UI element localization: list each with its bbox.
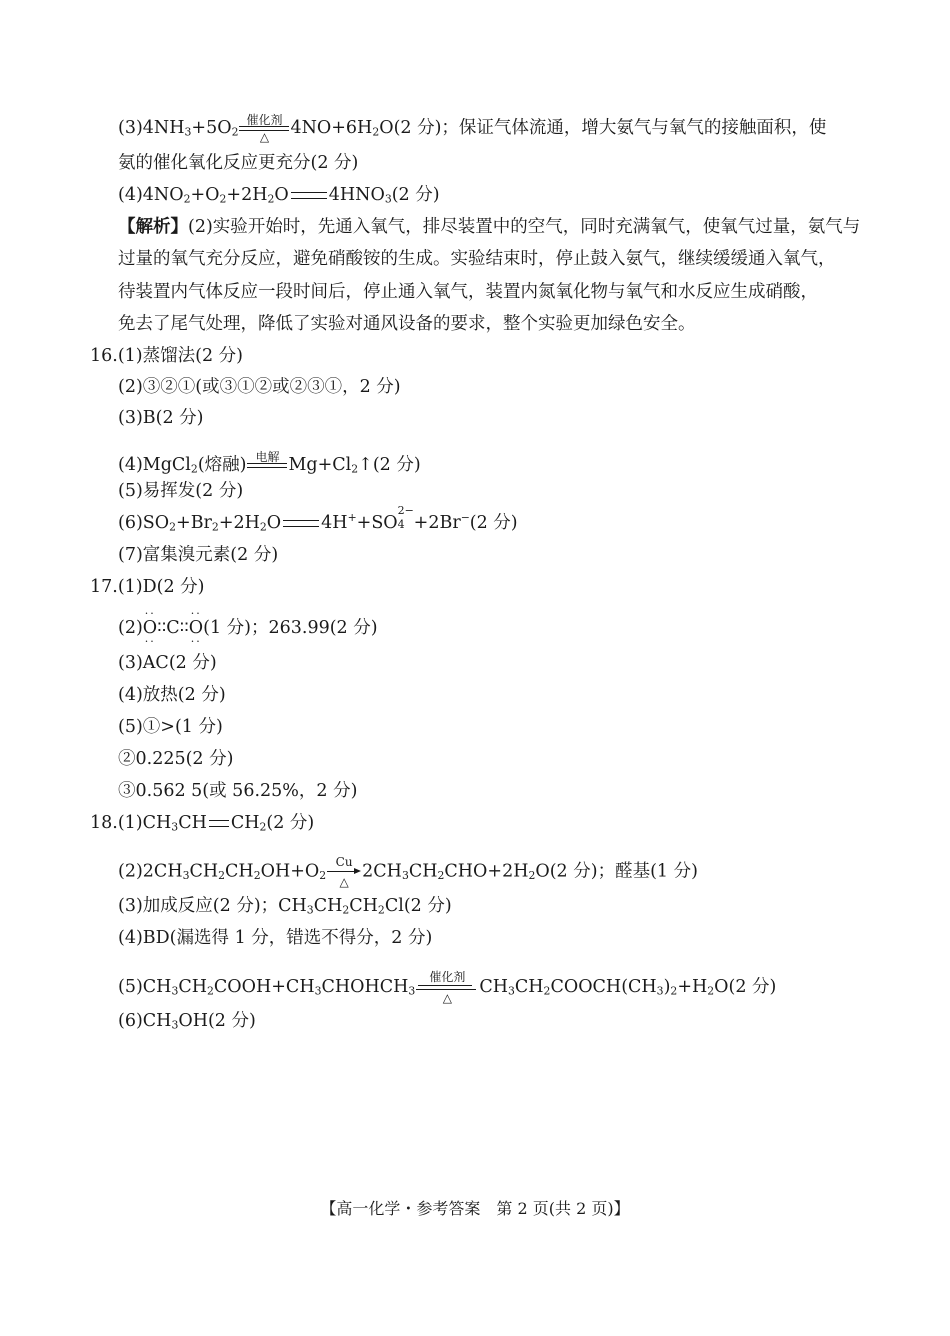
condition-electrolysis: 电解 bbox=[255, 450, 280, 464]
text: CH bbox=[230, 813, 260, 833]
text: COOCH(CH bbox=[550, 977, 657, 997]
subscript: 2 bbox=[372, 125, 380, 139]
double-bond bbox=[209, 820, 229, 827]
text: (4)MgCl bbox=[118, 455, 191, 475]
subscript: 2 bbox=[219, 192, 227, 206]
reaction-condition bbox=[239, 114, 289, 143]
answer-17-2 bbox=[118, 607, 378, 648]
subscript: 2 bbox=[169, 520, 177, 534]
text: 2CH bbox=[362, 861, 402, 882]
text: (2 分) bbox=[266, 813, 315, 833]
text: (5)CH bbox=[118, 977, 172, 997]
equals-sign bbox=[283, 520, 319, 527]
subscript: 3 bbox=[408, 984, 416, 998]
answer-18-6 bbox=[118, 1013, 256, 1031]
subscript: 3 bbox=[182, 869, 190, 883]
text: O bbox=[274, 185, 289, 205]
condition-catalyst: 催化剂 bbox=[429, 970, 466, 984]
subscript: 2 bbox=[259, 820, 267, 834]
subscript: 2 bbox=[259, 520, 267, 534]
analysis-line4: 免去了尾气处理，降低了实验对通风设备的要求，整个实验更加绿色安全。 bbox=[118, 314, 696, 334]
text: (3)4NH bbox=[118, 118, 185, 138]
analysis-line3: 待装置内气体反应一段时间后，停止通入氧气，装置内氮氧化物与氧气和水反应生成硝酸， bbox=[118, 282, 818, 302]
text: ∶∶C∶∶ bbox=[157, 618, 189, 638]
text: CHO+2H bbox=[444, 861, 529, 882]
text: O bbox=[188, 618, 204, 638]
text: ) bbox=[663, 977, 671, 997]
analysis-line2: 过量的氧气充分反应，避免硝酸铵的生成。实验结束时，停止鼓入氨气，继续缓缓通入氧气， bbox=[118, 249, 836, 269]
answer-16-2: (2)③②①(或③①②或②③①，2 分) bbox=[118, 377, 401, 397]
subscript: 2 bbox=[670, 984, 678, 998]
subscript: 2 bbox=[351, 462, 359, 476]
page-footer: 【高一化学・参考答案 第 2 页(共 2 页)】 bbox=[320, 1199, 630, 1218]
text: CH bbox=[313, 896, 343, 916]
text: +SO bbox=[356, 513, 398, 533]
subscript: 2 bbox=[528, 869, 536, 883]
text: Mg+Cl bbox=[288, 455, 352, 475]
reaction-condition bbox=[327, 856, 361, 888]
subscript: 2 bbox=[211, 520, 219, 534]
text: 4HNO bbox=[328, 185, 385, 205]
text: 4NO+6H bbox=[290, 118, 373, 138]
text: +2H bbox=[226, 185, 268, 205]
condition-heat: △ bbox=[259, 130, 270, 144]
text: CH bbox=[349, 896, 378, 916]
subscript: 2 bbox=[377, 903, 385, 917]
text: O bbox=[142, 618, 158, 638]
superscript: + bbox=[347, 510, 357, 524]
answer-18-4: (4)BD(漏选得 1 分，错选不得分，2 分) bbox=[118, 928, 433, 948]
subscript: 3 bbox=[401, 869, 409, 883]
subscript: 2 bbox=[437, 869, 445, 883]
answer-17-1: 17.(1)D(2 分) bbox=[90, 577, 205, 597]
answer-18-5 bbox=[118, 971, 776, 1004]
answer-16-5: (5)易挥发(2 分) bbox=[118, 481, 244, 501]
text: (2) bbox=[118, 618, 143, 638]
text: (熔融) bbox=[197, 455, 247, 475]
answer-15-3-line2: 氨的催化氧化反应更充分(2 分) bbox=[118, 153, 359, 173]
answer-18-3 bbox=[118, 898, 452, 916]
subscript: 2 bbox=[207, 984, 214, 998]
subscript: 3 bbox=[656, 984, 664, 998]
text: CH bbox=[178, 813, 207, 833]
ion-charge bbox=[397, 504, 414, 533]
answer-15-3-line1 bbox=[118, 114, 826, 143]
text: (4)4NO bbox=[118, 185, 184, 205]
analysis-line1 bbox=[118, 219, 860, 237]
text: OH(2 分) bbox=[178, 1011, 256, 1031]
text: ↑(2 分) bbox=[358, 455, 421, 475]
subscript: 3 bbox=[507, 984, 515, 998]
text: (1 分)；263.99(2 分) bbox=[203, 618, 378, 638]
text: CH bbox=[514, 977, 544, 997]
text: 4H bbox=[321, 513, 348, 533]
text: Cl(2 分) bbox=[384, 896, 452, 916]
equals-sign bbox=[291, 192, 327, 199]
text: +H bbox=[677, 977, 708, 997]
superscript: − bbox=[460, 510, 470, 524]
subscript: 2 bbox=[253, 869, 261, 883]
answer-18-1 bbox=[90, 815, 314, 833]
text: (2 分) bbox=[469, 513, 518, 533]
analysis-label: 【解析】 bbox=[118, 217, 188, 237]
answer-16-3: (3)B(2 分) bbox=[118, 408, 204, 428]
lone-pair-dots: ·· bbox=[144, 635, 156, 648]
lone-pair-dots: ·· bbox=[190, 635, 202, 648]
text: (2)2CH bbox=[118, 861, 183, 882]
subscript: 2 bbox=[707, 984, 715, 998]
reaction-condition bbox=[416, 971, 478, 1004]
subscript: 3 bbox=[384, 192, 392, 206]
subscript: 3 bbox=[171, 820, 179, 834]
text: O(2 分)；醛基(1 分) bbox=[535, 861, 698, 882]
answer-17-5: (5)①>(1 分) bbox=[118, 717, 223, 737]
text: +5O bbox=[191, 118, 232, 138]
text: (2 分) bbox=[391, 185, 440, 205]
subscript: 2 bbox=[218, 869, 226, 883]
reaction-condition bbox=[247, 451, 287, 480]
text: 18.(1)CH bbox=[90, 813, 172, 833]
subscript: 2 bbox=[231, 125, 239, 139]
text: CH bbox=[479, 977, 508, 997]
text: (6)CH bbox=[118, 1011, 172, 1031]
answer-17-4: (4)放热(2 分) bbox=[118, 685, 226, 705]
text: (6)SO bbox=[118, 513, 170, 533]
subscript: 3 bbox=[184, 125, 192, 139]
answer-15-4 bbox=[118, 187, 440, 205]
electron-dot-o-left bbox=[142, 607, 158, 648]
condition-heat: △ bbox=[442, 991, 452, 1005]
lone-pair-dots: ·· bbox=[190, 607, 202, 620]
answer-17-5-2: ②0.225(2 分) bbox=[118, 749, 234, 769]
superscript: 2− bbox=[397, 504, 414, 517]
condition-heat: △ bbox=[339, 875, 349, 889]
subscript: 3 bbox=[306, 903, 314, 917]
lone-pair-dots: ·· bbox=[144, 607, 156, 620]
answer-17-3: (3)AC(2 分) bbox=[118, 653, 217, 673]
subscript: 2 bbox=[319, 869, 327, 883]
text: +2Br bbox=[413, 513, 461, 533]
subscript: 2 bbox=[183, 192, 191, 206]
subscript: 3 bbox=[314, 984, 322, 998]
text: +2H bbox=[218, 513, 260, 533]
text: +Br bbox=[176, 513, 212, 533]
answer-16-4 bbox=[118, 451, 421, 480]
subscript: 2 bbox=[342, 903, 350, 917]
text: O(2 分)；保证气体流通，增大氨气与氧气的接触面积，使 bbox=[379, 118, 827, 138]
text: COOH+CH bbox=[213, 977, 315, 997]
text: +O bbox=[190, 185, 220, 205]
answer-16-1: 16.(1)蒸馏法(2 分) bbox=[90, 346, 243, 366]
answer-18-2 bbox=[118, 856, 698, 888]
subscript: 2 bbox=[190, 462, 198, 476]
text: O bbox=[266, 513, 282, 533]
text: (3)加成反应(2 分)；CH bbox=[118, 896, 307, 916]
subscript: 3 bbox=[171, 1018, 179, 1032]
condition-catalyst: 催化剂 bbox=[246, 113, 283, 127]
text: O(2 分) bbox=[714, 977, 777, 997]
subscript: 2 bbox=[267, 192, 275, 206]
electron-dot-o-right bbox=[188, 607, 204, 648]
condition-copper: Cu bbox=[335, 855, 353, 869]
text: CH bbox=[408, 861, 438, 882]
text: (2)实验开始时，先通入氧气，排尽装置中的空气，同时充满氧气，使氧气过量，氨气与 bbox=[188, 217, 861, 237]
text: CH bbox=[225, 861, 254, 882]
subscript: 2 bbox=[543, 984, 551, 998]
subscript: 3 bbox=[171, 984, 179, 998]
text: CHOHCH bbox=[321, 977, 409, 997]
answer-16-7: (7)富集溴元素(2 分) bbox=[118, 545, 279, 565]
text: CH bbox=[178, 977, 208, 997]
answer-16-6 bbox=[118, 504, 518, 534]
text: OH+O bbox=[260, 861, 320, 882]
answer-17-5-3: ③0.562 5(或 56.25%，2 分) bbox=[118, 781, 358, 801]
text: CH bbox=[189, 861, 219, 882]
subscript: 4 bbox=[397, 518, 405, 531]
